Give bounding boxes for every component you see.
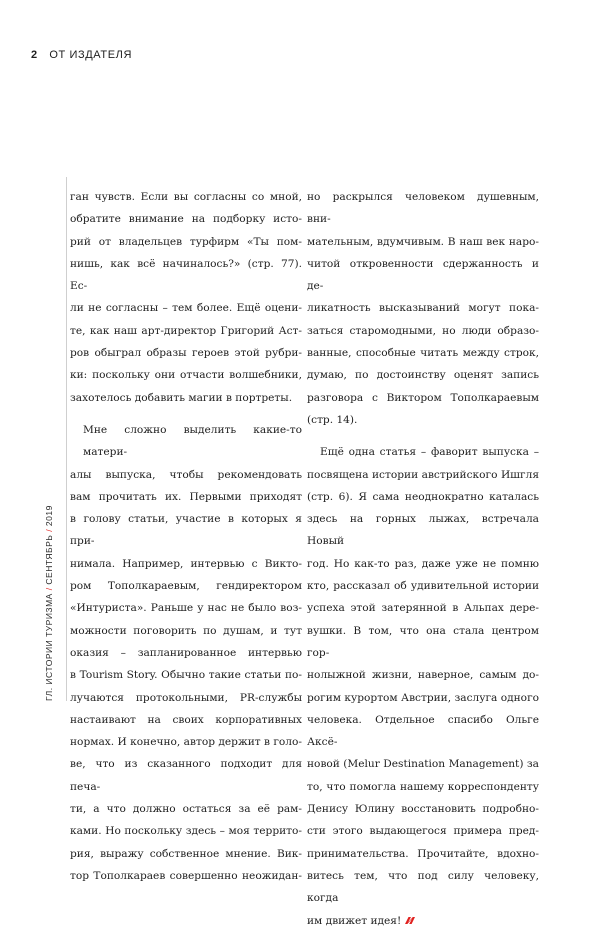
- text-line: здесь на горных лыжах, встречала Новый: [307, 513, 539, 548]
- text-line: принимательства. Прочитайте, вдохно-: [307, 847, 539, 860]
- column-rule: [66, 177, 67, 701]
- running-header: [31, 49, 132, 61]
- page-number: 2: [31, 49, 38, 61]
- text-line: год. Но как-то раз, даже уже не помню: [307, 557, 539, 570]
- section-title: ОТ ИЗДАТЕЛЯ: [49, 49, 133, 61]
- text-line: настаивают на своих корпоративных: [70, 713, 302, 726]
- side-running-title: [44, 505, 54, 701]
- text-line: разговора с Виктором Тополкараевым: [307, 391, 539, 404]
- text-line: ки: поскольку они отчасти волшебники,: [70, 369, 302, 382]
- text-line: думаю, по достоинству оценят запись: [307, 369, 539, 382]
- text-line: «Интуриста». Раньше у нас не было воз-: [70, 602, 302, 615]
- text-line: можности поговорить по душам, и тут: [70, 624, 302, 637]
- text-line: ванные, способные читать между строк,: [307, 347, 539, 360]
- text-line: те, как наш арт-директор Григорий Аст-: [70, 324, 302, 337]
- separator: /: [44, 584, 54, 594]
- text-line: нолыжной жизни, наверное, самым до-: [307, 669, 539, 682]
- closing-text: им движет идея!: [307, 914, 402, 927]
- text-line: ти, а что должно остаться за её рам-: [70, 803, 302, 816]
- text-line-last: [307, 910, 539, 932]
- text-line: Ещё одна статья – фаворит выпуска –: [320, 446, 539, 459]
- text-line: ками. Но поскольку здесь – моя террито-: [70, 825, 302, 838]
- text-line: нишь, как всё начиналось?» (стр. 77). Ес-: [70, 257, 302, 293]
- text-line: нимала. Например, интервью с Викто-: [70, 557, 302, 570]
- text-line: нормах. И конечно, автор держит в голо-: [70, 736, 302, 749]
- text-line: (стр. 6). Я сама неоднократно каталась: [307, 490, 539, 503]
- paragraph: [307, 441, 539, 932]
- text-line: то, что помогла нашему корреспонденту: [307, 780, 539, 793]
- text-line: заться старомодными, но люди образо-: [307, 324, 539, 337]
- text-line: захотелось добавить магии в портреты.: [70, 391, 293, 404]
- paragraph: [307, 186, 539, 431]
- text-line: в голову статьи, участие в которых я при-: [70, 513, 302, 548]
- text-line: ган чувств. Если вы согласны со мной,: [70, 191, 302, 203]
- text-line: лучаются протокольными, PR-службы: [70, 691, 302, 704]
- text-line: сти этого выдающегося примера пред-: [307, 825, 539, 838]
- text-line: витесь тем, что под силу человеку, когда: [307, 869, 539, 905]
- text-line: человека. Отдельное спасибо Ольге Аксё-: [307, 713, 539, 749]
- separator: /: [44, 526, 54, 535]
- text-line: Мне сложно выделить какие-то матери-: [83, 423, 302, 459]
- brand-end-mark-icon: [404, 916, 418, 925]
- issue-month: СЕНТЯБРЬ: [44, 534, 54, 585]
- text-line: ве, что из сказанного подходит для печа-: [70, 758, 302, 793]
- text-line: рия, выражу собственное мнение. Вик-: [70, 847, 302, 860]
- paragraph: [70, 186, 302, 409]
- text-line: ли не согласны – тем более. Ещё оцени-: [70, 302, 302, 315]
- text-line: вам прочитать их. Первыми приходят: [70, 490, 302, 503]
- text-line: мательным, вдумчивым. В наш век наро-: [307, 235, 539, 248]
- text-line: тор Тополкараев совершенно неожидан-: [70, 869, 302, 882]
- magazine-name: ГЛ. ИСТОРИИ ТУРИЗМА: [44, 593, 54, 701]
- text-line: обратите внимание на подборку исто-: [70, 213, 302, 226]
- text-line: (стр. 14).: [307, 413, 358, 426]
- text-line: рогим курортом Австрии, заслуга одного: [307, 691, 539, 704]
- text-line: алы выпуска, чтобы рекомендовать: [70, 468, 302, 481]
- paragraph: [70, 419, 302, 887]
- text-line: оказия – запланированное интервью: [70, 646, 302, 659]
- text-line: ром Тополкараевым, гендиректором: [70, 580, 302, 593]
- right-column: [307, 186, 539, 932]
- issue-year: 2019: [44, 505, 54, 527]
- text-line: в Tourism Story. Обычно такие статьи по-: [70, 669, 302, 682]
- text-line: ликатность высказываний могут пока-: [307, 302, 539, 315]
- text-line: посвящена истории австрийского Ишгля: [307, 468, 539, 481]
- text-line: рий от владельцев турфирм «Ты пом-: [70, 235, 302, 248]
- text-line: новой (Melur Destination Management) за: [307, 758, 539, 771]
- text-line: кто, рассказал об удивительной истории: [307, 580, 539, 593]
- left-column: [70, 186, 302, 887]
- text-line: ров обыграл образы героев этой рубри-: [70, 347, 302, 360]
- text-line: но раскрылся человеком душевным, вни-: [307, 191, 539, 226]
- text-line: читой откровенности сдержанность и де-: [307, 257, 539, 293]
- text-line: Денису Юлину восстановить подробно-: [307, 803, 539, 816]
- text-line: успеха этой затерянной в Альпах дере-: [307, 602, 539, 615]
- text-line: вушки. В том, что она стала центром гор-: [307, 624, 539, 659]
